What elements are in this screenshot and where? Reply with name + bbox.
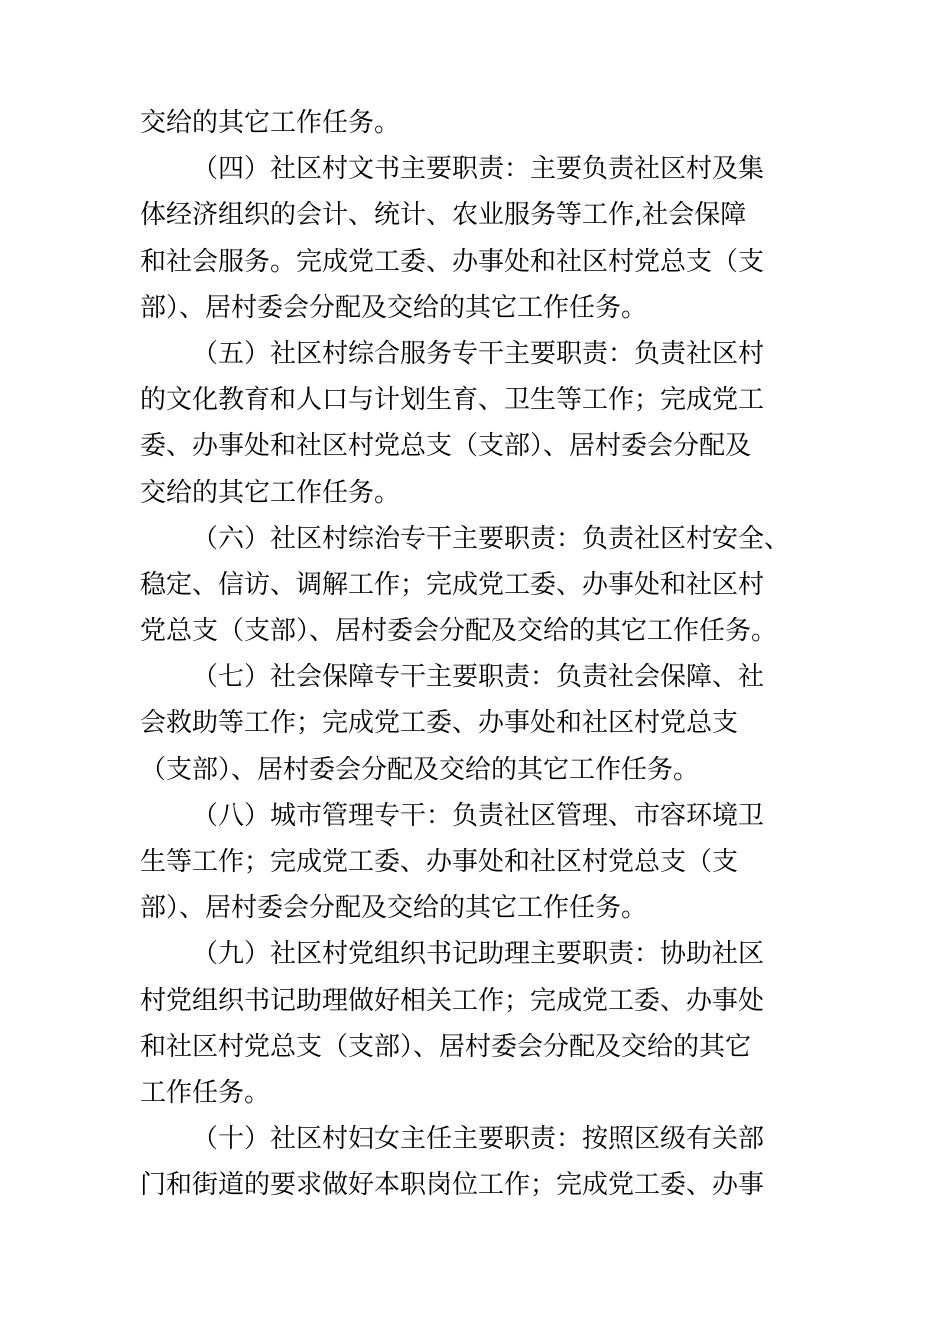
paragraph-start-line: （八）城市管理专干：负责社区管理、市容环境卫: [192, 800, 765, 831]
text-line: （支部）、居村委会分配及交给的其它工作任务。: [140, 754, 700, 785]
text-line: 工作任务。: [140, 1077, 271, 1108]
text-line: 和社区村党总支（支部）、居村委会分配及交给的其它: [140, 1031, 752, 1062]
text-line: 和社会服务。完成党工委、办事处和社区村党总支（支: [140, 246, 765, 277]
document-body: [140, 100, 820, 1209]
text-line: 会救助等工作；完成党工委、办事处和社区村党总支: [140, 708, 739, 739]
paragraph-start-line: （十）社区村妇女主任主要职责：按照区级有关部: [192, 1124, 765, 1155]
text-line: 生等工作；完成党工委、办事处和社区村党总支（支: [140, 847, 739, 877]
paragraph-start-line: （四）社区村文书主要职责：主要负责社区村及集: [192, 154, 765, 185]
text-line: 部）、居村委会分配及交给的其它工作任务。: [140, 893, 648, 924]
text-line: 党总支（支部）、居村委会分配及交给的其它工作任务。: [140, 616, 778, 647]
text-line: 稳定、信访、调解工作；完成党工委、办事处和社区村: [140, 569, 765, 600]
paragraph-start-line: （七）社会保障专干主要职责：负责社会保障、社: [192, 662, 765, 693]
text-line: 部）、居村委会分配及交给的其它工作任务。: [140, 292, 648, 323]
paragraph-start-line: （五）社区村综合服务专干主要职责：负责社区村: [192, 338, 765, 369]
text-line: 体经济组织的会计、统计、农业服务等工作,社会保障: [140, 200, 747, 231]
paragraph-start-line: （六）社区村综治专干主要职责：负责社区村安全、: [192, 523, 791, 554]
paragraph-start-line: （九）社区村党组织书记助理主要职责：协助社区: [192, 939, 765, 970]
text-line: 村党组织书记助理做好相关工作；完成党工委、办事处: [140, 985, 765, 1016]
text-line: 的文化教育和人口与计划生育、卫生等工作；完成党工: [140, 385, 765, 416]
text-line: 交给的其它工作任务。: [140, 108, 401, 138]
text-line: 门和街道的要求做好本职岗位工作；完成党工委、办事: [140, 1170, 765, 1201]
text-line: 交给的其它工作任务。: [140, 477, 401, 508]
text-line: 委、办事处和社区村党总支（支部）、居村委会分配及: [140, 431, 752, 462]
